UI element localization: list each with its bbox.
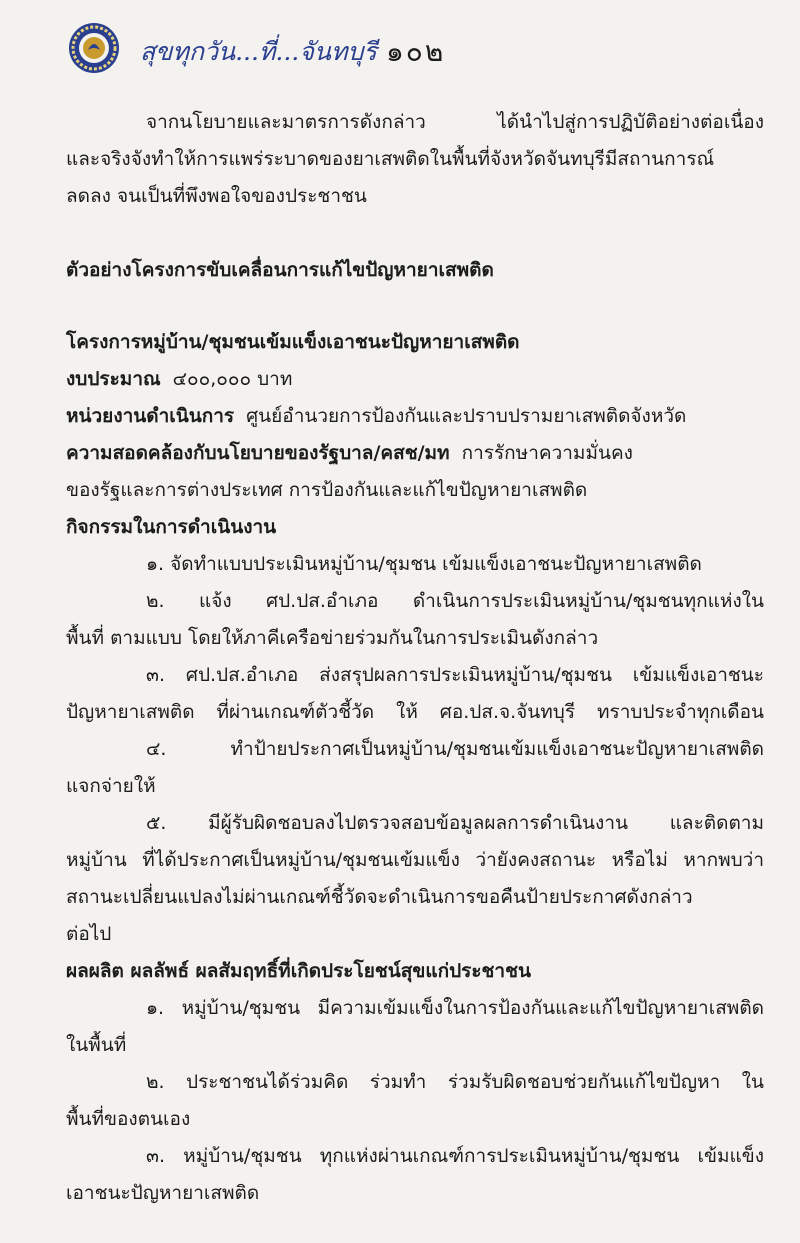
activity-item-cont: ปัญหายาเสพติด ที่ผ่านเกณฑ์ตัวชี้วัด ให้ ศอ.ปส.จ.จันทบุรี ทราบประจำทุกเดือน (66, 701, 764, 723)
outcome-item-cont: พื้นที่ของตนเอง (66, 1108, 191, 1130)
agency-row (66, 398, 764, 435)
outcome-item: ๑. หมู่บ้าน/ชุมชน มีความเข้มแข็งในการป้องกันและแก้ไขปัญหายาเสพติด (146, 997, 764, 1019)
intro-line: จากนโยบายและมาตรการดังกล่าว ได้นำไปสู่การปฏิบัติอย่างต่อเนื่อง (146, 111, 764, 133)
page-header (68, 22, 768, 76)
agency-label: หน่วยงานดำเนินการ (66, 405, 235, 427)
project-title: โครงการหมู่บ้าน/ชุมชนเข้มแข็งเอาชนะปัญหายาเสพติด (66, 331, 520, 353)
activities-heading: กิจกรรมในการดำเนินงาน (66, 516, 277, 538)
activity-item: ๓. ศป.ปส.อำเภอ ส่งสรุปผลการประเมินหมู่บ้าน/ชุมชน เข้มแข็งเอาชนะ (146, 664, 764, 686)
page-number: ๑๐๒ (386, 35, 446, 68)
section-heading: ตัวอย่างโครงการขับเคลื่อนการแก้ไขปัญหายาเสพติด (66, 259, 494, 281)
intro-line: ลดลง จนเป็นที่พึงพอใจของประชาชน (66, 185, 367, 207)
activity-item-cont: แจกจ่ายให้ (66, 775, 156, 797)
outcomes-heading: ผลผลิต ผลลัพธ์ ผลสัมฤทธิ์ที่เกิดประโยชน์สุขแก่ประชาชน (66, 960, 531, 982)
activity-item: ๔. ทำป้ายประกาศเป็นหมู่บ้าน/ชุมชนเข้มแข็งเอาชนะปัญหายาเสพติด (146, 738, 764, 760)
policy-continuation: ของรัฐและการต่างประเทศ การป้องกันและแก้ไขปัญหายาเสพติด (66, 479, 588, 501)
activity-item: ๕. มีผู้รับผิดชอบลงไปตรวจสอบข้อมูลผลการดำเนินงาน และติดตาม (146, 812, 764, 834)
budget-value: ๔๐๐,๐๐๐ บาท (172, 368, 293, 390)
activity-item-cont: พื้นที่ ตามแบบ โดยให้ภาคีเครือข่ายร่วมกันในการประเมินดังกล่าว (66, 627, 599, 649)
policy-row (66, 435, 764, 472)
activity-item: ๑. จัดทำแบบประเมินหมู่บ้าน/ชุมชน เข้มแข็งเอาชนะปัญหายาเสพติด (146, 553, 702, 575)
activity-item-cont: สถานะเปลี่ยนแปลงไม่ผ่านเกณฑ์ชี้วัดจะดำเนินการขอคืนป้ายประกาศดังกล่าว (66, 886, 693, 908)
page-body (66, 104, 764, 1212)
budget-label: งบประมาณ (66, 368, 161, 390)
policy-label: ความสอดคล้องกับนโยบายของรัฐบาล/คสช/มท (66, 442, 450, 464)
agency-value: ศูนย์อำนวยการป้องกันและปราบปรามยาเสพติดจังหวัด (246, 405, 687, 427)
outcome-item-cont: ในพื้นที่ (66, 1034, 127, 1056)
budget-row (66, 361, 764, 398)
running-title: สุขทุกวัน...ที่...จันทบุรี (140, 37, 377, 66)
provincial-seal-icon (68, 22, 120, 74)
activity-item: ๒. แจ้ง ศป.ปส.อำเภอ ดำเนินการประเมินหมู่บ้าน/ชุมชนทุกแห่งใน (146, 590, 764, 612)
intro-line: และจริงจังทำให้การแพร่ระบาดของยาเสพติดในพื้นที่จังหวัดจันทบุรีมีสถานการณ์ (66, 148, 715, 170)
activity-item-cont: หมู่บ้าน ที่ได้ประกาศเป็นหมู่บ้าน/ชุมชนเข้มแข็ง ว่ายังคงสถานะ หรือไม่ หากพบว่า (66, 849, 764, 871)
outcome-item: ๓. หมู่บ้าน/ชุมชน ทุกแห่งผ่านเกณฑ์การประเมินหมู่บ้าน/ชุมชน เข้มแข็ง (146, 1145, 764, 1167)
outcome-item-cont: เอาชนะปัญหายาเสพติด (66, 1182, 260, 1204)
policy-value: การรักษาความมั่นคง (461, 442, 633, 464)
outcome-item: ๒. ประชาชนได้ร่วมคิด ร่วมทำ ร่วมรับผิดชอบช่วยกันแก้ไขปัญหา ใน (146, 1071, 764, 1093)
activity-item-cont: ต่อไป (66, 923, 112, 945)
